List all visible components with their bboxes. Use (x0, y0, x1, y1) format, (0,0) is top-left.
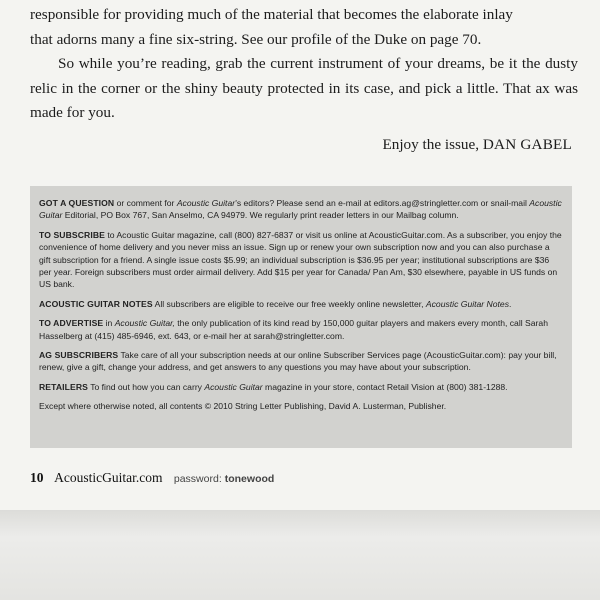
info-notes (39, 298, 563, 310)
info-copyright: Except where otherwise noted, all contents © 2010 String Letter Publishing, David A. Lusterman, Publisher. (39, 401, 447, 412)
signoff-text: Enjoy the issue, (382, 136, 480, 153)
prose-paragraph: So while you’re reading, grab the current instrument of your dreams, be it the dusty relic in the corner or the shiny beauty protected in its case, and pick a little. That ax was made for you. (30, 55, 578, 121)
info-heading: ACOUSTIC GUITAR NOTES (39, 298, 153, 309)
prose-line: responsible for providing much of the material that becomes the elaborate inlay (30, 6, 513, 23)
info-text: the only publication of its kind read by 150,000 guitar players and makers every month, call Sarah Hasselberg at (415) 485-6946, ext. 643, or e-mail her at sarah@stringletter.com. (39, 318, 548, 341)
table-surface (0, 510, 600, 600)
info-text: Take care of all your subscription needs at our online Subscriber Services page (AcousticGuitar.com): pay your bill, renew, give a gift, change your address, and get answers to any questions you may have about your subscription. (39, 350, 557, 373)
footer-site: AcousticGuitar.com (54, 470, 163, 485)
magazine-name: Acoustic Guitar (204, 381, 263, 392)
info-box (30, 186, 572, 448)
footer-password (174, 473, 274, 485)
info-text: All subscribers are eligible to receive our free weekly online newsletter, (152, 298, 426, 309)
page-number: 10 (30, 470, 44, 485)
prose-line: that adorns many a fine six-string. See our profile of the Duke on page 70. (30, 30, 482, 48)
info-ag-subscribers (39, 349, 563, 374)
info-text: or comment for (114, 198, 177, 208)
info-heading: GOT A QUESTION (39, 198, 115, 208)
magazine-name: Acoustic Guitar, (114, 318, 175, 329)
info-retailers (39, 381, 563, 393)
info-text: Editorial, PO Box 767, San Anselmo, CA 94979. We regularly print reader letters in our Mailbag column. (62, 210, 459, 221)
newsletter-name: Acoustic Guitar Notes (425, 298, 510, 309)
article-prose (30, 0, 578, 126)
magazine-name: Acoustic Guitar (176, 198, 236, 208)
info-text: in (103, 318, 115, 329)
info-text: ’s editors? Please send an e-mail at editors.ag@stringletter.com or snail-mail (235, 198, 530, 208)
info-text: magazine in your store, contact Retail Vision at (800) 381-1288. (262, 381, 508, 392)
info-heading: AG SUBSCRIBERS (39, 350, 119, 361)
info-subscribe (39, 229, 563, 291)
info-text: To find out how you can carry (87, 381, 205, 392)
info-advertise (39, 317, 563, 342)
password-label: password: (173, 473, 222, 485)
info-heading: RETAILERS (39, 381, 88, 392)
signoff-name: DAN GABEL (482, 136, 572, 153)
info-text: to Acoustic Guitar magazine, call (800) 827-6837 or visit us online at AcousticGuitar.com. As a subscriber, you enjoy the convenience of home delivery and you never miss an issue. Sign up or renew your own subscription now and you can also purchase a gift subscription for a friend. A single issue costs $5.99; an individual subscription is $36.95 per year; institutional subscriptions are $36 per year. Foreign subscribers must order airmail delivery. Add $15 per year for Canada/ Pan Am, $30 elsewhere, payable in US funds on US bank. (39, 229, 562, 290)
info-heading: TO ADVERTISE (39, 318, 104, 329)
info-question (39, 197, 563, 222)
info-heading: TO SUBSCRIBE (39, 229, 105, 240)
page-footer (30, 470, 274, 486)
password-value: tonewood (224, 473, 275, 485)
magazine-name: Acoustic Guitar (39, 198, 562, 221)
info-text: . (509, 298, 512, 309)
signoff (382, 136, 572, 154)
